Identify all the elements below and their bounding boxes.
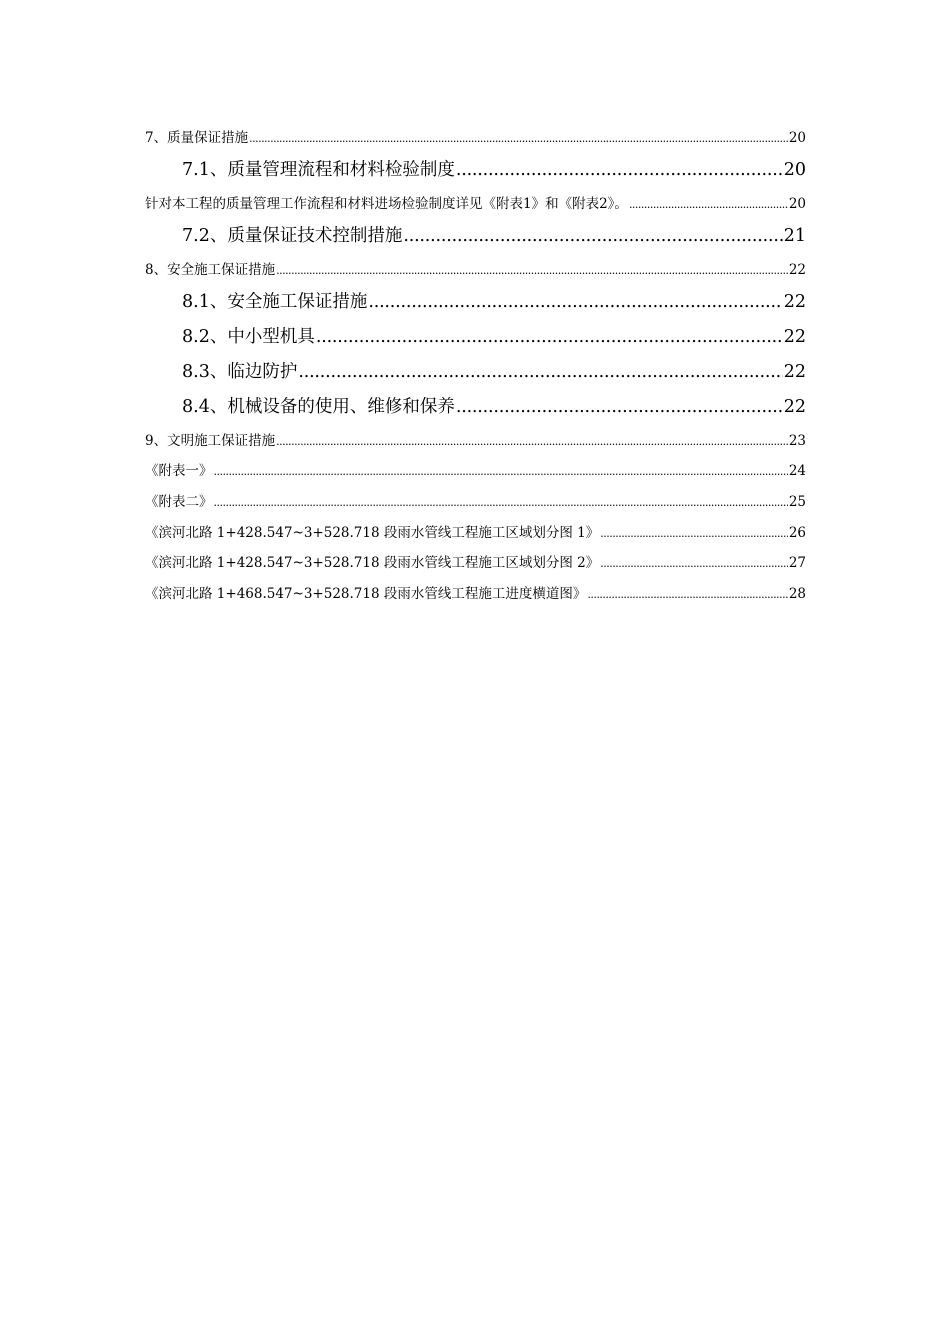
toc-entry-page: 27 [788,555,806,571]
toc-dot-leader [276,264,788,277]
toc-entry-8-2[interactable] [182,323,806,348]
toc-entry-page: 28 [788,586,806,602]
toc-entry-page: 22 [788,262,806,278]
toc-entry-7[interactable] [145,126,806,146]
toc-entry-title: 7、质量保证措施 [145,130,249,146]
toc-entry-title: 《滨河北路 1+428.547~3+528.718 段雨水管线工程施工区域划分图 1》 [145,525,600,541]
toc-entry-page: 24 [788,463,806,479]
toc-entry-8-4[interactable] [182,393,806,418]
toc-entry-gantt-chart[interactable] [145,582,806,602]
toc-dot-leader [276,435,788,448]
toc-entry-title: 针对本工程的质量管理工作流程和材料进场检验制度详见《附表1》和《附表2》。 [145,196,628,212]
toc-entry-title: 7.2、质量保证技术控制措施 [182,226,403,246]
toc-entry-page: 26 [788,525,806,541]
toc-dot-leader [456,160,783,180]
toc-entry-8[interactable] [145,258,806,278]
toc-dot-leader [298,362,782,382]
toc-dot-leader [368,292,782,312]
toc-dot-leader [600,557,788,570]
toc-entry-title: 8、安全施工保证措施 [145,262,276,278]
toc-entry-8-3[interactable] [182,358,806,383]
toc-entry-appendix-1[interactable] [145,459,806,479]
toc-dot-leader [629,198,788,211]
toc-entry-title: 9、文明施工保证措施 [145,433,276,449]
toc-entry-8-1[interactable] [182,288,806,313]
toc-entry-7-note[interactable] [145,192,806,212]
toc-dot-leader [214,465,788,478]
toc-entry-title: 8.1、安全施工保证措施 [182,292,368,312]
toc-entry-title: 《滨河北路 1+468.547~3+528.718 段雨水管线工程施工进度横道图》 [145,586,587,602]
toc-dot-leader [249,132,788,145]
toc-entry-title: 《附表二》 [145,494,213,510]
toc-entry-zone-map-2[interactable] [145,551,806,571]
toc-entry-title: 《附表一》 [145,463,213,479]
toc-entry-page: 22 [783,292,806,312]
toc-entry-page: 21 [783,226,806,246]
toc-dot-leader [214,496,788,509]
toc-entry-page: 23 [788,433,806,449]
toc-dot-leader [316,327,783,347]
toc-entry-title: 8.2、中小型机具 [182,327,315,347]
toc-entry-title: 《滨河北路 1+428.547~3+528.718 段雨水管线工程施工区域划分图 2》 [145,555,600,571]
toc-entry-page: 20 [788,130,806,146]
toc-entry-7-1[interactable] [182,156,806,181]
toc-entry-9[interactable] [145,429,806,449]
toc-entry-page: 22 [783,327,806,347]
toc-entry-title: 7.1、质量管理流程和材料检验制度 [182,160,455,180]
toc-entry-title: 8.4、机械设备的使用、维修和保养 [182,397,455,417]
toc-entry-title: 8.3、临边防护 [182,362,298,382]
toc-dot-leader [600,527,788,540]
toc-entry-page: 25 [788,494,806,510]
toc-entry-appendix-2[interactable] [145,490,806,510]
toc-dot-leader [587,588,787,601]
toc-dot-leader [403,226,782,246]
toc-dot-leader [456,397,783,417]
toc-entry-page: 20 [788,196,806,212]
toc-entry-page: 20 [783,160,806,180]
toc-entry-zone-map-1[interactable] [145,521,806,541]
toc-entry-page: 22 [783,362,806,382]
toc-entry-page: 22 [783,397,806,417]
toc-entry-7-2[interactable] [182,222,806,247]
